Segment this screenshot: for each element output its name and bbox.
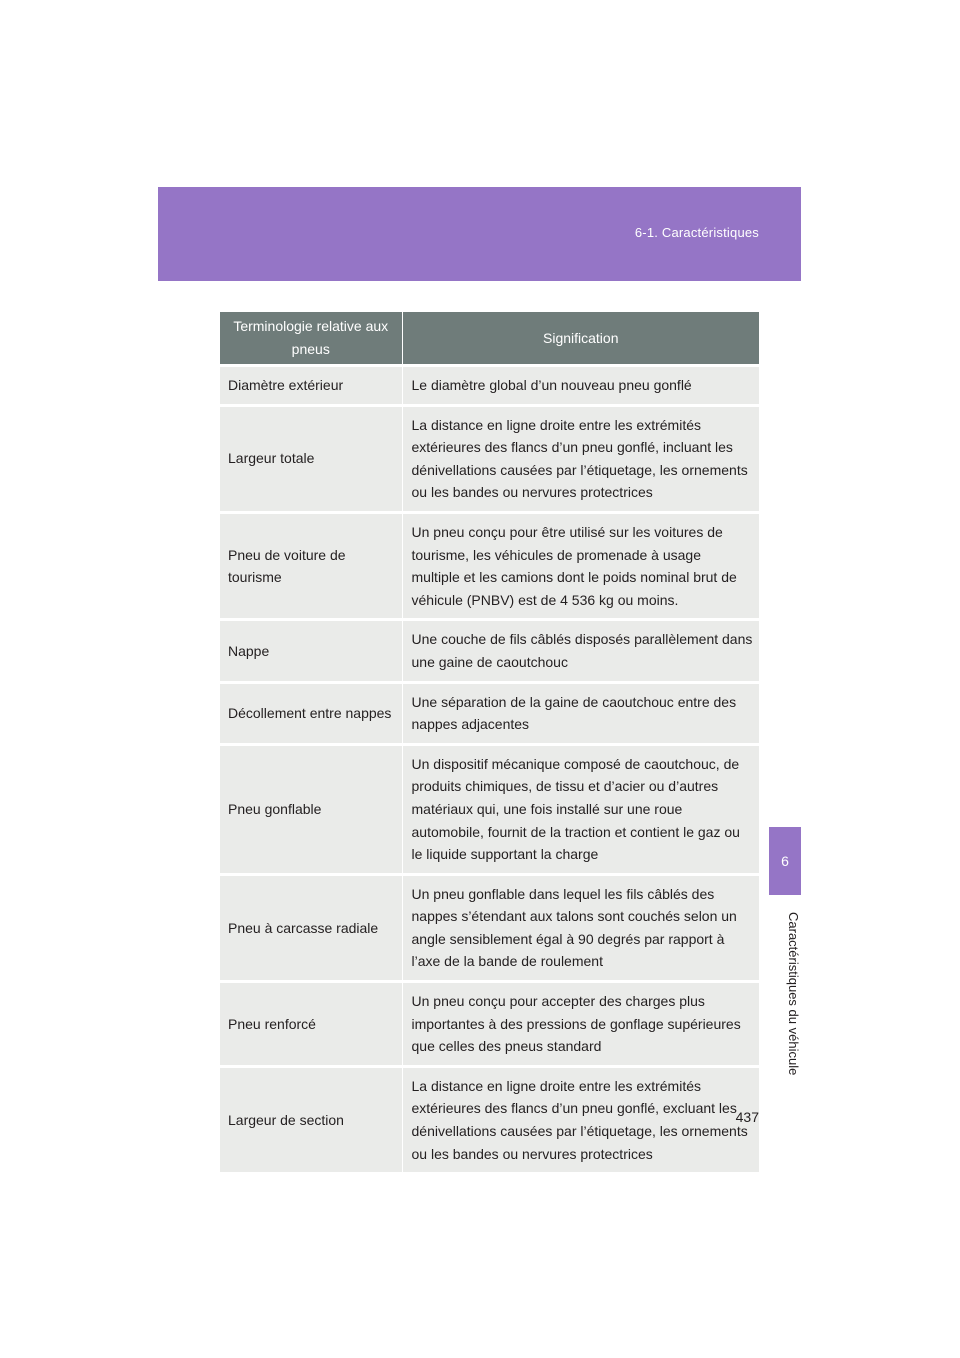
table-row	[220, 982, 759, 1067]
term-cell: Diamètre extérieur	[220, 366, 402, 406]
section-title: 6-1. Caractéristiques	[634, 225, 759, 240]
term-cell: Largeur totale	[220, 405, 402, 512]
table-row	[220, 620, 759, 682]
meaning-cell: Une séparation de la gaine de caoutchouc entre des nappes adjacentes	[402, 682, 759, 744]
column-header-meaning: Signification	[402, 312, 759, 366]
table-row	[220, 405, 759, 512]
table-row	[220, 744, 759, 874]
meaning-cell: Un pneu gonflable dans lequel les fils câblés des nappes s’étendant aux talons sont couchés selon un angle sensiblement égal à 90 degrés par rapport à l’axe de la bande de roulement	[402, 874, 759, 981]
term-cell: Largeur de section	[220, 1066, 402, 1172]
meaning-cell: Une couche de fils câblés disposés parallèlement dans une gaine de caoutchouc	[402, 620, 759, 682]
table-row	[220, 682, 759, 744]
table-row	[220, 366, 759, 406]
chapter-number: 6	[781, 853, 789, 869]
term-cell: Nappe	[220, 620, 402, 682]
table-header-row	[220, 312, 759, 366]
chapter-label: Caractéristiques du véhicule	[786, 912, 801, 1076]
term-cell: Pneu gonflable	[220, 744, 402, 874]
meaning-cell: Un pneu conçu pour accepter des charges plus importantes à des pressions de gonflage supérieures que celles des pneus standard	[402, 982, 759, 1067]
page-number: 437	[735, 1109, 759, 1125]
header-band	[158, 187, 801, 281]
term-cell: Pneu de voiture de tourisme	[220, 512, 402, 619]
meaning-cell: La distance en ligne droite entre les extrémités extérieures des flancs d’un pneu gonflé, excluant les dénivellations causées par l’étiquetage, les ornements ou les bandes ou nervures protectrices	[402, 1066, 759, 1172]
column-header-term: Terminologie relative aux pneus	[220, 312, 402, 366]
meaning-cell: Un pneu conçu pour être utilisé sur les voitures de tourisme, les véhicules de promenade à usage multiple et les camions dont le poids nominal brut de véhicule (PNBV) est de 4 536 kg ou moins.	[402, 512, 759, 619]
table-row	[220, 512, 759, 619]
chapter-tab	[769, 827, 801, 895]
term-cell: Décollement entre nappes	[220, 682, 402, 744]
table-row	[220, 874, 759, 981]
term-cell: Pneu renforcé	[220, 982, 402, 1067]
meaning-cell: Le diamètre global d’un nouveau pneu gonflé	[402, 366, 759, 406]
tire-terminology-table	[220, 312, 759, 1172]
term-cell: Pneu à carcasse radiale	[220, 874, 402, 981]
table-row	[220, 1066, 759, 1172]
meaning-cell: La distance en ligne droite entre les extrémités extérieures des flancs d’un pneu gonflé, incluant les dénivellations causées par l’étiquetage, les ornements ou les bandes ou nervures protectrices	[402, 405, 759, 512]
meaning-cell: Un dispositif mécanique composé de caoutchouc, de produits chimiques, de tissu et d’acier ou d’autres matériaux qui, une fois installé sur une roue automobile, fournit de la traction et contient le gaz ou le liquide supportant la charge	[402, 744, 759, 874]
